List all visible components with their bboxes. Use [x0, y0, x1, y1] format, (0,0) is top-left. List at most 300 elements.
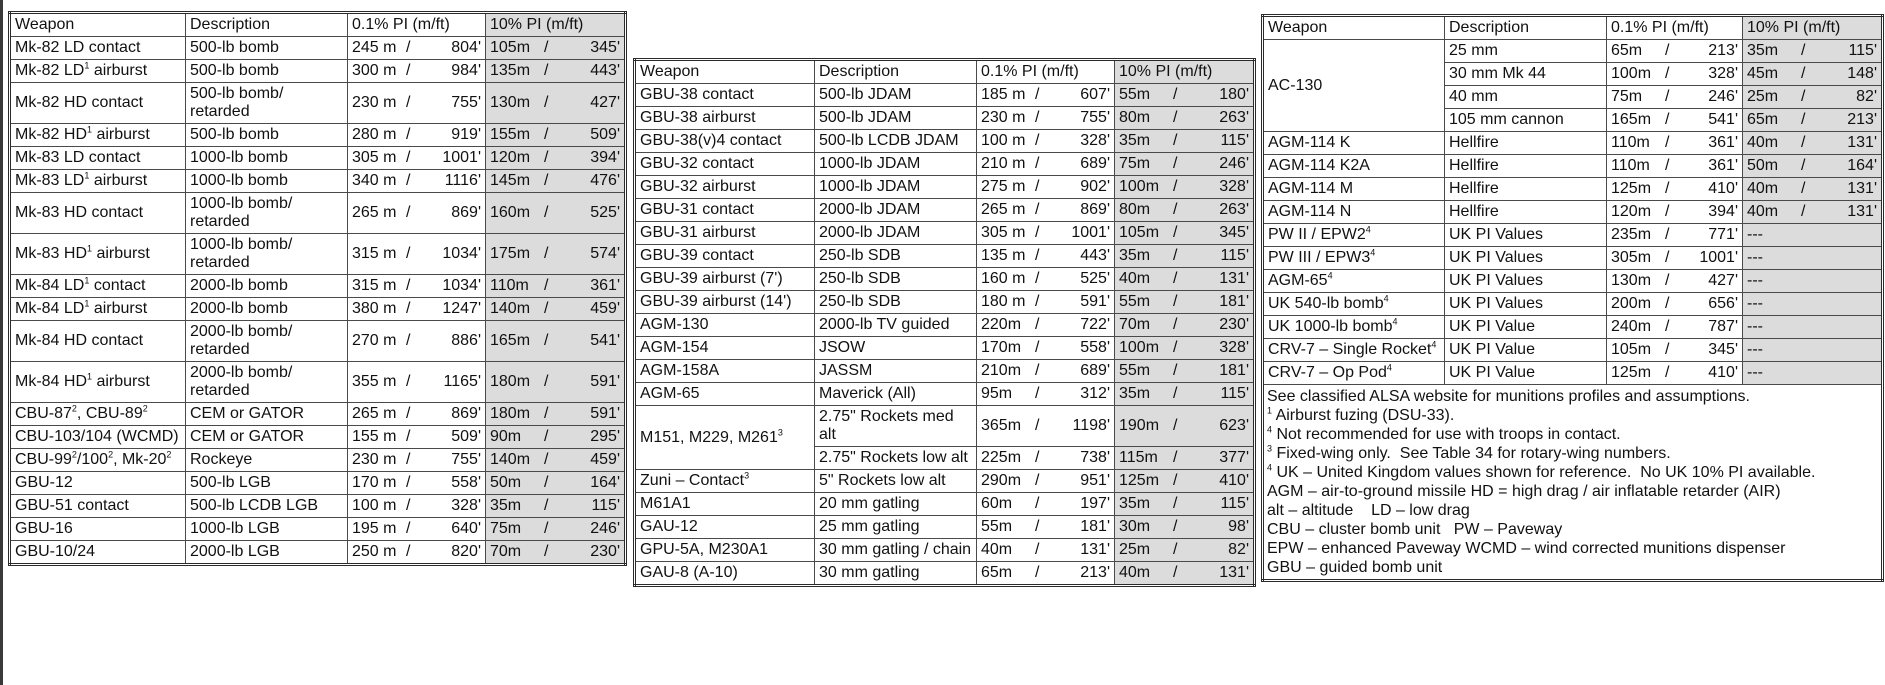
weapon-cell: [1263, 155, 1445, 178]
pi-separator: /: [1665, 295, 1670, 312]
pi-feet: 755': [1080, 109, 1110, 126]
pi-10-na: ---: [1743, 270, 1883, 293]
pi-feet: 591': [1080, 293, 1110, 310]
pi-meters: 100m: [1119, 339, 1160, 356]
pi-meters: 210 m: [981, 155, 1026, 172]
pi-meters: 110m: [1611, 134, 1650, 151]
footnote-text: UK – United Kingdom values shown for reference. No UK 10% PI available.: [1272, 464, 1816, 481]
table-row: [1263, 270, 1883, 293]
pi-table-gunship-missiles-uk: [1261, 14, 1884, 582]
pi-separator: /: [1173, 86, 1178, 103]
pi-feet: 558': [451, 474, 481, 491]
pi-feet: 263': [1219, 109, 1249, 126]
weapon-name: CRV-7 – Op Pod: [1268, 364, 1387, 381]
pi-feet: 443': [1080, 247, 1110, 264]
pi-separator: /: [544, 172, 549, 189]
pi-feet: 591': [590, 373, 620, 390]
pi-separator: /: [544, 126, 549, 143]
pi-10-cell: [486, 403, 626, 426]
description-header: Description: [1445, 16, 1607, 40]
weapon-name: AGM-154: [640, 339, 709, 356]
pi-feet: 951': [1080, 472, 1110, 489]
pi-separator: /: [1173, 385, 1178, 402]
weapon-cell: [10, 298, 186, 321]
table-row: [635, 493, 1255, 516]
weapon-cell: [635, 314, 815, 337]
pi-feet: 246': [1219, 155, 1249, 172]
pi-meters: 265 m: [981, 201, 1026, 218]
pi-0.1-cell: [348, 362, 486, 403]
pi-feet: 328': [1708, 65, 1738, 82]
description-cell: 250-lb SDB: [815, 245, 977, 268]
pi-feet: 689': [1080, 362, 1110, 379]
pi-meters: 210m: [981, 362, 1022, 379]
pi-10-cell: [486, 449, 626, 472]
pi-feet: 427': [590, 94, 620, 111]
pi-0.1-cell: [1607, 293, 1743, 316]
weapon-cell: [10, 37, 186, 60]
pi-10-cell: [1115, 176, 1255, 199]
pi-separator: /: [544, 373, 549, 390]
note-line: [1267, 387, 1878, 406]
weapon-cell: [1263, 270, 1445, 293]
pi-separator: /: [1173, 339, 1178, 356]
table-row: [10, 275, 626, 298]
weapon-name-suffix: airburst: [92, 245, 150, 262]
weapon-cell: [635, 406, 815, 470]
weapon-name: Mk-84 HD contact: [15, 332, 144, 349]
weapon-cell: [1263, 224, 1445, 247]
table-row: [635, 383, 1255, 406]
weapon-cell: [635, 107, 815, 130]
pi-10-cell: [486, 472, 626, 495]
footnote-mark: 1: [87, 371, 93, 382]
description-cell: 500-lb JDAM: [815, 84, 977, 107]
footnote-mark: 1: [87, 124, 93, 135]
pi-meters: 365m: [981, 417, 1022, 434]
pi-separator: /: [1035, 541, 1040, 558]
pi-separator: /: [1035, 109, 1040, 126]
pi-0.1-cell: [348, 472, 486, 495]
pi-feet: 131': [1847, 203, 1877, 220]
pi-feet: 328': [1219, 178, 1249, 195]
pi-meters: 115m: [1119, 449, 1158, 466]
pi-10-cell: [486, 37, 626, 60]
weapon-cell: [10, 321, 186, 362]
description-cell: UK PI Values: [1445, 293, 1607, 316]
pi-separator: /: [1173, 316, 1178, 333]
pi-feet: 1165': [443, 373, 481, 390]
footnote-mark: 1: [84, 170, 90, 181]
pi-feet: 525': [1080, 270, 1110, 287]
pi-feet: 984': [451, 62, 481, 79]
table-row: [10, 234, 626, 275]
weapon-cell: [10, 124, 186, 147]
pi-meters: 315 m: [352, 277, 397, 294]
pi-meters: 145m: [490, 172, 531, 189]
pi-meters: 120m: [1611, 203, 1652, 220]
weapon-cell: [635, 470, 815, 493]
pi-meters: 240m: [1611, 318, 1652, 335]
weapon-name: GAU-8 (A-10): [640, 564, 738, 581]
weapon-cell: [1263, 316, 1445, 339]
pi-10-cell: [1115, 130, 1255, 153]
weapon-name: GBU-31 contact: [640, 201, 754, 218]
description-cell: 2.75" Rockets med alt: [815, 406, 977, 447]
pi-separator: /: [1665, 203, 1670, 220]
pi-separator: /: [544, 94, 549, 111]
pi-feet: 361': [590, 277, 620, 294]
pi-feet: 689': [1080, 155, 1110, 172]
description-cell: 1000-lb JDAM: [815, 153, 977, 176]
pi-0.1-cell: [348, 541, 486, 565]
pi-10-cell: [486, 426, 626, 449]
pi-feet: 115': [1220, 247, 1249, 264]
table-row: [635, 516, 1255, 539]
pi-separator: /: [406, 39, 411, 56]
pi-meters: 35m: [1119, 132, 1151, 149]
pi-meters: 90m: [490, 428, 522, 445]
weapon-cell: [10, 60, 186, 83]
pi-0.1-cell: [977, 337, 1115, 360]
table-row: [10, 362, 626, 403]
pi-10-cell: [1115, 562, 1255, 586]
pi-separator: /: [406, 300, 411, 317]
pi-separator: /: [1665, 180, 1670, 197]
pi-0.1-cell: [977, 470, 1115, 493]
weapon-name: GBU-38 contact: [640, 86, 754, 103]
note-line: [1267, 425, 1878, 444]
pi-feet: 869': [451, 204, 481, 221]
pi-0.1-cell: [348, 403, 486, 426]
pi-meters: 40m: [1119, 270, 1151, 287]
pi-feet: 607': [1080, 86, 1110, 103]
pi-meters: 35m: [1747, 42, 1779, 59]
description-cell: JSOW: [815, 337, 977, 360]
pi-10-cell: [1115, 360, 1255, 383]
pi-feet: 1001': [442, 149, 481, 166]
pi-feet: 1198': [1072, 417, 1110, 434]
table-row: [1263, 339, 1883, 362]
pi-feet: 82': [1856, 88, 1877, 105]
description-cell: 2000-lb TV guided: [815, 314, 977, 337]
description-cell: 500-lb LGB: [186, 472, 348, 495]
pi-0.1-cell: [348, 124, 486, 147]
table-row: [10, 449, 626, 472]
pi-feet: 164': [590, 474, 620, 491]
pi-meters: 230 m: [352, 451, 397, 468]
weapon-name: GBU-39 contact: [640, 247, 754, 264]
pi-separator: /: [544, 62, 549, 79]
pi-0.1-cell: [1607, 178, 1743, 201]
pi-feet: 410': [1708, 180, 1738, 197]
pi-separator: /: [1035, 518, 1040, 535]
pi-separator: /: [406, 451, 411, 468]
abbreviation-text: GBU – guided bomb unit: [1267, 559, 1443, 576]
pi-meters: 315 m: [352, 245, 397, 262]
pi-meters: 80m: [1119, 201, 1151, 218]
pi-separator: /: [1665, 341, 1670, 358]
weapon-name: Mk-82 HD contact: [15, 94, 144, 111]
pi-separator: /: [1035, 417, 1040, 434]
pi-separator: /: [406, 204, 411, 221]
weapon-name-suffix: /100: [76, 451, 109, 468]
pi-10-cell: [486, 518, 626, 541]
pi-separator: /: [406, 62, 411, 79]
pi-meters: 100m: [1611, 65, 1652, 82]
description-cell: UK PI Value: [1445, 362, 1607, 385]
pi-separator: /: [1173, 155, 1178, 172]
table-row: [10, 321, 626, 362]
table-row: [10, 298, 626, 321]
pi-feet: 328': [451, 497, 481, 514]
weapon-cell: [1263, 201, 1445, 224]
pi-feet: 1001': [1071, 224, 1110, 241]
footnote-mark: 3: [744, 470, 750, 481]
pi-0.1-cell: [977, 222, 1115, 245]
pi-10-cell: [486, 193, 626, 234]
pi-feet: 1116': [444, 172, 481, 189]
pi-10-cell: [1115, 222, 1255, 245]
weapon-name-suffix: , Mk-20: [113, 451, 167, 468]
pi-meters: 40m: [1747, 134, 1779, 151]
description-cell: Hellfire: [1445, 132, 1607, 155]
pi-0.1-cell: [977, 516, 1115, 539]
weapon-name-suffix: , CBU-89: [76, 405, 143, 422]
pi-meters: 355 m: [352, 373, 397, 390]
weapon-name: GBU-10/24: [15, 543, 96, 560]
table-row: [635, 176, 1255, 199]
pi-0.1-cell: [977, 245, 1115, 268]
pi-separator: /: [1035, 362, 1040, 379]
pi-10-cell: [1115, 153, 1255, 176]
description-cell: 250-lb SDB: [815, 291, 977, 314]
pi-meters: 25m: [1747, 88, 1779, 105]
pi-10-na: ---: [1743, 362, 1883, 385]
pi-separator: /: [406, 172, 411, 189]
pi-separator: /: [544, 204, 549, 221]
pi-meters: 55m: [981, 518, 1013, 535]
pi-meters: 195 m: [352, 520, 397, 537]
pi-feet: 115': [1220, 495, 1249, 512]
table-row: [635, 107, 1255, 130]
pi-0.1-cell: [977, 291, 1115, 314]
pi-feet: 361': [1708, 157, 1738, 174]
pi-10-cell: [1115, 383, 1255, 406]
weapon-cell: [10, 275, 186, 298]
pi-meters: 305m: [1611, 249, 1652, 266]
footnote-mark: 1: [1267, 405, 1273, 416]
weapon-cell: [635, 176, 815, 199]
weapon-name: GPU-5A, M230A1: [640, 541, 769, 558]
pi-meters: 140m: [490, 451, 531, 468]
pi-separator: /: [1665, 226, 1670, 243]
pi-10-cell: [1115, 245, 1255, 268]
pi-separator: /: [1801, 180, 1806, 197]
pi-separator: /: [1173, 541, 1178, 558]
pi-feet: 738': [1080, 449, 1110, 466]
pi-0.1-cell: [977, 314, 1115, 337]
pi-feet: 755': [451, 451, 481, 468]
pi-feet: 181': [1080, 518, 1110, 535]
pi-feet: 131': [1219, 564, 1249, 581]
pi-feet: 98': [1228, 518, 1249, 535]
footnote-mark: 4: [1383, 293, 1389, 304]
weapon-name: GBU-32 airburst: [640, 178, 756, 195]
pi-feet: 459': [590, 300, 620, 317]
pi-meters: 125m: [1611, 364, 1652, 381]
pi-0.1-cell: [977, 383, 1115, 406]
description-cell: 500-lb LCDB LGB: [186, 495, 348, 518]
pi-table-bombs: [8, 11, 627, 566]
weapon-cell: [10, 495, 186, 518]
pi-10-cell: [1115, 84, 1255, 107]
table-row: [635, 84, 1255, 107]
pi-separator: /: [1035, 224, 1040, 241]
pi-meters: 40m: [1747, 203, 1779, 220]
pi-feet: 509': [451, 428, 481, 445]
pi-feet: 131': [1219, 270, 1249, 287]
pi-meters: 65m: [1747, 111, 1779, 128]
pi-feet: 181': [1219, 293, 1249, 310]
pi-0.1-cell: [1607, 362, 1743, 385]
pi-separator: /: [1035, 472, 1040, 489]
weapon-cell: [635, 539, 815, 562]
description-cell: 2000-lb bomb/ retarded: [186, 321, 348, 362]
pi-meters: 65m: [1611, 42, 1643, 59]
weapon-name: GBU-38 airburst: [640, 109, 756, 126]
pi-separator: /: [1173, 178, 1178, 195]
weapon-name: GBU-39 airburst (7'): [640, 270, 783, 287]
pi-meters: 105m: [1611, 341, 1652, 358]
pi-10-cell: [486, 541, 626, 565]
weapon-cell: [10, 426, 186, 449]
weapon-name: Mk-83 LD contact: [15, 149, 141, 166]
pi-10-cell: [1743, 63, 1883, 86]
pi-feet: 804': [451, 39, 481, 56]
pi-0.1-cell: [1607, 132, 1743, 155]
footnote-mark: 4: [1327, 270, 1333, 281]
weapon-cell: [635, 153, 815, 176]
pi-10-cell: [1115, 337, 1255, 360]
footnote-mark: 4: [1365, 224, 1371, 235]
pi-10-cell: [486, 321, 626, 362]
pi-10-cell: [486, 83, 626, 124]
pi-feet: 230': [590, 543, 620, 560]
pi-meters: 45m: [1747, 65, 1779, 82]
pi-feet: 263': [1219, 201, 1249, 218]
description-cell: 40 mm: [1445, 86, 1607, 109]
pi-separator: /: [1173, 247, 1178, 264]
weapon-name: Mk-84 LD: [15, 300, 85, 317]
pi-10-na: ---: [1743, 339, 1883, 362]
pi-meters: 235m: [1611, 226, 1652, 243]
pi-separator: /: [1801, 65, 1806, 82]
weapon-header: Weapon: [635, 60, 815, 84]
weapon-name: CBU-87: [15, 405, 72, 422]
description-cell: 30 mm gatling: [815, 562, 977, 586]
pi-0.1-cell: [977, 176, 1115, 199]
table-row: [1263, 293, 1883, 316]
pi-meters: 230 m: [352, 94, 397, 111]
pi-0.1-cell: [1607, 40, 1743, 63]
pi-0.1-cell: [977, 153, 1115, 176]
pi-separator: /: [1665, 65, 1670, 82]
weapon-name: AGM-114 K: [1268, 134, 1351, 151]
pi-separator: /: [406, 245, 411, 262]
footnote-mark: 4: [1370, 247, 1376, 258]
pi-separator: /: [1035, 178, 1040, 195]
weapon-name: GAU-12: [640, 518, 698, 535]
pi-separator: /: [1801, 134, 1806, 151]
note-line: [1267, 501, 1878, 520]
weapon-cell: [1263, 247, 1445, 270]
weapon-name-suffix: airburst: [89, 62, 148, 79]
description-cell: 2000-lb bomb: [186, 275, 348, 298]
pi-meters: 135m: [490, 62, 531, 79]
pi-feet: 328': [1080, 132, 1110, 149]
pi-separator: /: [1035, 385, 1040, 402]
pi-meters: 100 m: [352, 497, 397, 514]
pi-feet: 591': [590, 405, 620, 422]
pi-separator: /: [1173, 270, 1178, 287]
page-left-border: [0, 0, 3, 685]
pi-meters: 25m: [1119, 541, 1151, 558]
pi-feet: 246': [1708, 88, 1738, 105]
abbreviation-text: alt – altitude LD – low drag: [1267, 502, 1470, 519]
pi-meters: 280 m: [352, 126, 397, 143]
weapon-cell: [635, 516, 815, 539]
pi-0.1-cell: [348, 170, 486, 193]
table-row: [635, 222, 1255, 245]
pi-meters: 180m: [490, 373, 531, 390]
pi-separator: /: [544, 451, 549, 468]
footnote-mark: 4: [1267, 424, 1273, 435]
description-cell: 25 mm gatling: [815, 516, 977, 539]
pi-meters: 190m: [1119, 417, 1160, 434]
pi-meters: 100 m: [981, 132, 1026, 149]
table-row: [635, 199, 1255, 222]
description-cell: 250-lb SDB: [815, 268, 977, 291]
pi-separator: /: [406, 277, 411, 294]
pi-meters: 55m: [1119, 362, 1151, 379]
header-row: [10, 13, 626, 37]
description-cell: 30 mm Mk 44: [1445, 63, 1607, 86]
weapon-cell: [10, 147, 186, 170]
table-row: [10, 426, 626, 449]
pi-0.1-cell: [1607, 63, 1743, 86]
note-line: [1267, 463, 1878, 482]
footnote-mark: 1: [87, 243, 93, 254]
pi-separator: /: [1801, 157, 1806, 174]
pi-feet: 213': [1847, 111, 1877, 128]
description-cell: 1000-lb bomb/ retarded: [186, 234, 348, 275]
weapon-name: Mk-82 HD: [15, 126, 88, 143]
pi-feet: 1034': [442, 245, 481, 262]
table-row: [1263, 155, 1883, 178]
table-row: [10, 124, 626, 147]
pi-separator: /: [406, 332, 411, 349]
pi-meters: 245 m: [352, 39, 397, 56]
weapon-cell: [635, 562, 815, 586]
pi-feet: 787': [1708, 318, 1738, 335]
table-row: [635, 337, 1255, 360]
pi-10-na: ---: [1743, 247, 1883, 270]
weapon-cell: [1263, 132, 1445, 155]
pi-feet: 623': [1219, 417, 1249, 434]
weapon-cell: [635, 337, 815, 360]
pi-0.1-cell: [1607, 155, 1743, 178]
